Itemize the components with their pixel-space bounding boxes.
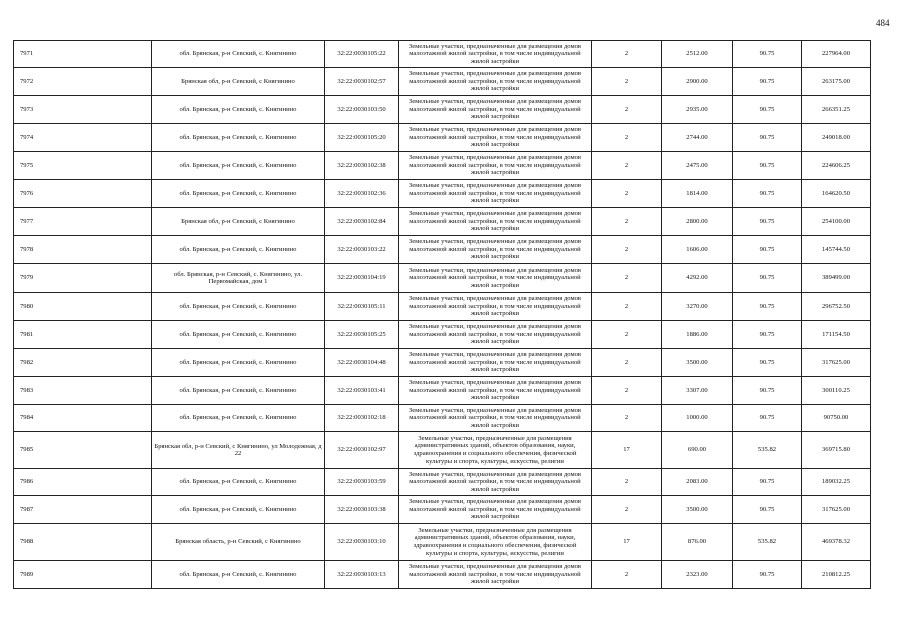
area-cell: 2323.00 (662, 561, 733, 589)
cadastral-number-cell: 32:22:0030102:18 (325, 405, 399, 432)
land-use-cell: Земельные участки, предназначенные для размещения домов малоэтажной жилой застройки, в том числе индивидуальной жилой застройки (399, 405, 592, 432)
cadastral-value-cell: 317625.00 (802, 496, 871, 524)
table-row (14, 68, 871, 96)
table-row (14, 41, 871, 68)
group-cell: 2 (592, 377, 662, 405)
rate-cell: 535.82 (733, 432, 802, 469)
table-row (14, 180, 871, 208)
land-use-cell: Земельные участки, предназначенные для размещения домов малоэтажной жилой застройки, в том числе индивидуальной жилой застройки (399, 124, 592, 152)
cadastral-number-cell: 32:22:0030103:22 (325, 236, 399, 264)
group-cell: 2 (592, 496, 662, 524)
address-cell: обл. Брянская, р-н Севский, с. Княгинино, ул. Первомайская, дом 1 (152, 264, 325, 293)
cadastral-value-cell: 145744.50 (802, 236, 871, 264)
land-use-cell: Земельные участки, предназначенные для размещения домов малоэтажной жилой застройки, в том числе индивидуальной жилой застройки (399, 293, 592, 321)
land-use-cell: Земельные участки, предназначенные для размещения домов малоэтажной жилой застройки, в том числе индивидуальной жилой застройки (399, 469, 592, 496)
address-cell: обл. Брянская, р-н Севский, с. Княгинино (152, 496, 325, 524)
group-cell: 2 (592, 180, 662, 208)
group-cell: 17 (592, 432, 662, 469)
cadastral-value-cell: 171154.50 (802, 321, 871, 349)
row-number-cell: 7973 (14, 96, 152, 124)
address-cell: обл. Брянская, р-н Севский, с. Княгинино (152, 96, 325, 124)
land-use-cell: Земельные участки, предназначенные для размещения домов малоэтажной жилой застройки, в том числе индивидуальной жилой застройки (399, 264, 592, 293)
cadastral-value-cell: 189032.25 (802, 469, 871, 496)
address-cell: обл. Брянская, р-н Севский, с. Княгинино (152, 561, 325, 589)
table-row (14, 349, 871, 377)
cadastral-number-cell: 32:22:0030105:20 (325, 124, 399, 152)
land-use-cell: Земельные участки, предназначенные для размещения административных зданий, объектов образования, науки, здравоохранения и социального обеспечения, физической культуры и спорта, культуры, искусства, религии (399, 432, 592, 469)
row-number-cell: 7984 (14, 405, 152, 432)
address-cell: Брянская обл, р-н Севский, с Княгинино (152, 68, 325, 96)
table-row (14, 96, 871, 124)
area-cell: 2512.00 (662, 41, 733, 68)
land-use-cell: Земельные участки, предназначенные для размещения домов малоэтажной жилой застройки, в том числе индивидуальной жилой застройки (399, 208, 592, 236)
group-cell: 2 (592, 41, 662, 68)
address-cell: обл. Брянская, р-н Севский, с. Княгинино (152, 321, 325, 349)
table-body (14, 41, 871, 589)
row-number-cell: 7977 (14, 208, 152, 236)
address-cell: обл. Брянская, р-н Севский, с. Княгинино (152, 405, 325, 432)
rate-cell: 90.75 (733, 236, 802, 264)
group-cell: 2 (592, 405, 662, 432)
table-row (14, 432, 871, 469)
rate-cell: 90.75 (733, 349, 802, 377)
land-use-cell: Земельные участки, предназначенные для размещения домов малоэтажной жилой застройки, в том числе индивидуальной жилой застройки (399, 68, 592, 96)
cadastral-number-cell: 32:22:0030105:22 (325, 41, 399, 68)
row-number-cell: 7974 (14, 124, 152, 152)
group-cell: 2 (592, 124, 662, 152)
area-cell: 690.00 (662, 432, 733, 469)
address-cell: обл. Брянская, р-н Севский, с. Княгинино (152, 236, 325, 264)
address-cell: обл. Брянская, р-н Севский, с. Княгинино (152, 124, 325, 152)
rate-cell: 90.75 (733, 68, 802, 96)
group-cell: 2 (592, 264, 662, 293)
cadastral-number-cell: 32:22:0030103:10 (325, 524, 399, 561)
cadastral-number-cell: 32:22:0030102:57 (325, 68, 399, 96)
group-cell: 2 (592, 236, 662, 264)
table-row (14, 264, 871, 293)
cadastral-value-cell: 263175.00 (802, 68, 871, 96)
area-cell: 4292.00 (662, 264, 733, 293)
area-cell: 1886.00 (662, 321, 733, 349)
rate-cell: 90.75 (733, 41, 802, 68)
land-use-cell: Земельные участки, предназначенные для размещения домов малоэтажной жилой застройки, в том числе индивидуальной жилой застройки (399, 96, 592, 124)
rate-cell: 90.75 (733, 469, 802, 496)
cadastral-value-cell: 210812.25 (802, 561, 871, 589)
cadastral-number-cell: 32:22:0030102:36 (325, 180, 399, 208)
cadastral-number-cell: 32:22:0030105:25 (325, 321, 399, 349)
address-cell: обл. Брянская, р-н Севский, с. Княгинино (152, 349, 325, 377)
row-number-cell: 7982 (14, 349, 152, 377)
row-number-cell: 7981 (14, 321, 152, 349)
cadastral-number-cell: 32:22:0030105:11 (325, 293, 399, 321)
group-cell: 2 (592, 152, 662, 180)
table-row (14, 208, 871, 236)
rate-cell: 90.75 (733, 96, 802, 124)
row-number-cell: 7985 (14, 432, 152, 469)
land-use-cell: Земельные участки, предназначенные для размещения домов малоэтажной жилой застройки, в том числе индивидуальной жилой застройки (399, 377, 592, 405)
group-cell: 2 (592, 469, 662, 496)
cadastral-value-cell: 90750.00 (802, 405, 871, 432)
address-cell: Брянская обл, р-н Севский, с Княгинино, ул Молодежная, д 22 (152, 432, 325, 469)
rate-cell: 90.75 (733, 180, 802, 208)
area-cell: 2083.00 (662, 469, 733, 496)
area-cell: 2744.00 (662, 124, 733, 152)
rate-cell: 90.75 (733, 293, 802, 321)
rate-cell: 90.75 (733, 377, 802, 405)
row-number-cell: 7980 (14, 293, 152, 321)
land-use-cell: Земельные участки, предназначенные для размещения домов малоэтажной жилой застройки, в том числе индивидуальной жилой застройки (399, 236, 592, 264)
area-cell: 1000.00 (662, 405, 733, 432)
cadastral-value-cell: 266351.25 (802, 96, 871, 124)
table-row (14, 377, 871, 405)
table-row (14, 293, 871, 321)
rate-cell: 90.75 (733, 264, 802, 293)
table-row (14, 524, 871, 561)
table-row (14, 124, 871, 152)
area-cell: 2475.00 (662, 152, 733, 180)
land-use-cell: Земельные участки, предназначенные для размещения домов малоэтажной жилой застройки, в том числе индивидуальной жилой застройки (399, 349, 592, 377)
row-number-cell: 7988 (14, 524, 152, 561)
area-cell: 3500.00 (662, 349, 733, 377)
group-cell: 2 (592, 68, 662, 96)
cadastral-value-cell: 300110.25 (802, 377, 871, 405)
group-cell: 2 (592, 293, 662, 321)
cadastral-value-cell: 469378.32 (802, 524, 871, 561)
row-number-cell: 7978 (14, 236, 152, 264)
group-cell: 2 (592, 96, 662, 124)
area-cell: 3500.00 (662, 496, 733, 524)
group-cell: 2 (592, 208, 662, 236)
cadastral-number-cell: 32:22:0030103:41 (325, 377, 399, 405)
rate-cell: 90.75 (733, 561, 802, 589)
row-number-cell: 7989 (14, 561, 152, 589)
address-cell: Брянская область, р-н Севский, с Княгинино (152, 524, 325, 561)
cadastral-value-cell: 369715.80 (802, 432, 871, 469)
address-cell: Брянская обл, р-н Севский, с Княгинино (152, 208, 325, 236)
cadastral-value-cell: 249018.00 (802, 124, 871, 152)
row-number-cell: 7971 (14, 41, 152, 68)
address-cell: обл. Брянская, р-н Севский, с. Княгинино (152, 377, 325, 405)
row-number-cell: 7979 (14, 264, 152, 293)
address-cell: обл. Брянская, р-н Севский, с. Княгинино (152, 293, 325, 321)
cadastral-value-cell: 227964.00 (802, 41, 871, 68)
row-number-cell: 7983 (14, 377, 152, 405)
row-number-cell: 7972 (14, 68, 152, 96)
cadastral-value-cell: 389499.00 (802, 264, 871, 293)
address-cell: обл. Брянская, р-н Севский, с. Княгинино (152, 180, 325, 208)
cadastral-number-cell: 32:22:0030102:84 (325, 208, 399, 236)
row-number-cell: 7986 (14, 469, 152, 496)
table-row (14, 321, 871, 349)
rate-cell: 90.75 (733, 321, 802, 349)
group-cell: 17 (592, 524, 662, 561)
cadastral-number-cell: 32:22:0030102:38 (325, 152, 399, 180)
cadastral-value-table (13, 40, 871, 589)
rate-cell: 90.75 (733, 152, 802, 180)
cadastral-value-cell: 317625.00 (802, 349, 871, 377)
land-use-cell: Земельные участки, предназначенные для размещения домов малоэтажной жилой застройки, в том числе индивидуальной жилой застройки (399, 561, 592, 589)
cadastral-number-cell: 32:22:0030103:38 (325, 496, 399, 524)
rate-cell: 90.75 (733, 405, 802, 432)
area-cell: 3307.00 (662, 377, 733, 405)
table-row (14, 405, 871, 432)
cadastral-value-cell: 296752.50 (802, 293, 871, 321)
address-cell: обл. Брянская, р-н Севский, с. Княгинино (152, 41, 325, 68)
area-cell: 2800.00 (662, 208, 733, 236)
land-use-cell: Земельные участки, предназначенные для размещения домов малоэтажной жилой застройки, в том числе индивидуальной жилой застройки (399, 152, 592, 180)
cadastral-number-cell: 32:22:0030102:97 (325, 432, 399, 469)
area-cell: 876.00 (662, 524, 733, 561)
table-row (14, 152, 871, 180)
land-use-cell: Земельные участки, предназначенные для размещения домов малоэтажной жилой застройки, в том числе индивидуальной жилой застройки (399, 180, 592, 208)
cadastral-number-cell: 32:22:0030104:19 (325, 264, 399, 293)
rate-cell: 535.82 (733, 524, 802, 561)
rate-cell: 90.75 (733, 496, 802, 524)
address-cell: обл. Брянская, р-н Севский, с. Княгинино (152, 469, 325, 496)
area-cell: 2935.00 (662, 96, 733, 124)
area-cell: 2900.00 (662, 68, 733, 96)
row-number-cell: 7975 (14, 152, 152, 180)
cadastral-value-cell: 224606.25 (802, 152, 871, 180)
table-row (14, 469, 871, 496)
group-cell: 2 (592, 561, 662, 589)
table-row (14, 496, 871, 524)
page-number: 484 (876, 18, 890, 28)
address-cell: обл. Брянская, р-н Севский, с. Княгинино (152, 152, 325, 180)
cadastral-number-cell: 32:22:0030104:48 (325, 349, 399, 377)
area-cell: 1814.00 (662, 180, 733, 208)
cadastral-value-cell: 164620.50 (802, 180, 871, 208)
land-use-cell: Земельные участки, предназначенные для размещения домов малоэтажной жилой застройки, в том числе индивидуальной жилой застройки (399, 496, 592, 524)
group-cell: 2 (592, 321, 662, 349)
cadastral-number-cell: 32:22:0030103:50 (325, 96, 399, 124)
land-use-cell: Земельные участки, предназначенные для размещения домов малоэтажной жилой застройки, в том числе индивидуальной жилой застройки (399, 41, 592, 68)
land-use-cell: Земельные участки, предназначенные для размещения домов малоэтажной жилой застройки, в том числе индивидуальной жилой застройки (399, 321, 592, 349)
table-row (14, 561, 871, 589)
cadastral-value-cell: 254100.00 (802, 208, 871, 236)
area-cell: 3270.00 (662, 293, 733, 321)
rate-cell: 90.75 (733, 208, 802, 236)
cadastral-number-cell: 32:22:0030103:13 (325, 561, 399, 589)
area-cell: 1606.00 (662, 236, 733, 264)
table-row (14, 236, 871, 264)
rate-cell: 90.75 (733, 124, 802, 152)
row-number-cell: 7987 (14, 496, 152, 524)
land-use-cell: Земельные участки, предназначенные для размещения административных зданий, объектов образования, науки, здравоохранения и социального обеспечения, физической культуры и спорта, культуры, искусства, религии (399, 524, 592, 561)
group-cell: 2 (592, 349, 662, 377)
row-number-cell: 7976 (14, 180, 152, 208)
cadastral-number-cell: 32:22:0030103:59 (325, 469, 399, 496)
